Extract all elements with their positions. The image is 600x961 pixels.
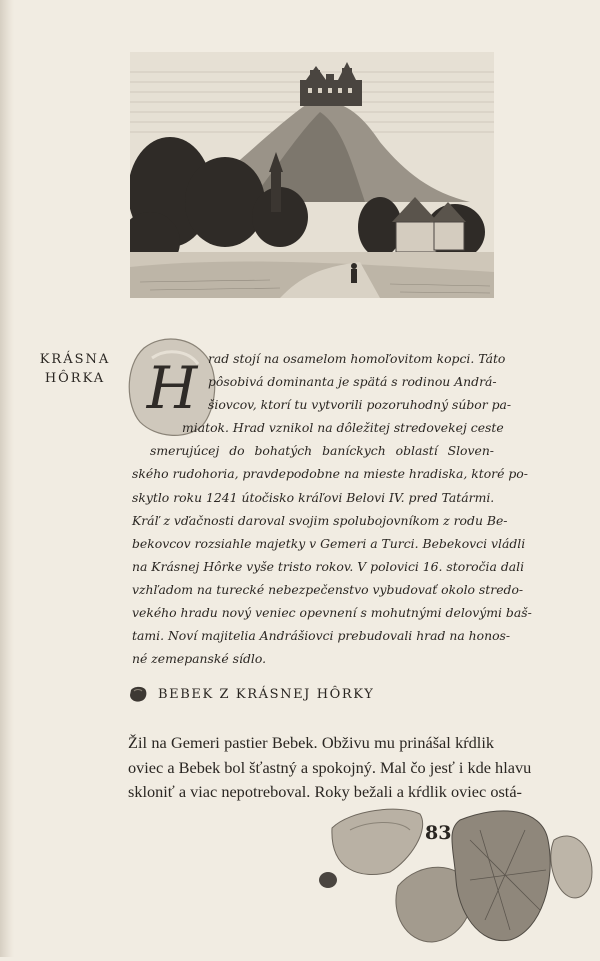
intro-line: Kráľ z vďačnosti daroval svojim spolubojovníkom z rodu Be- (132, 512, 508, 528)
story-line: Žil na Gemeri pastier Bebek. Obživu mu prinášal kŕdlik (128, 733, 494, 752)
section-heading (128, 683, 498, 707)
intro-line: tami. Noví majitelia Andrášiovci prebudovali hrad na honos- (132, 628, 511, 644)
intro-line: bekovcov rozsiahle majetky v Gemeri a Turci. Bebekovci vládli (132, 535, 526, 551)
margin-title-line2: HÔRKA (44, 371, 106, 386)
intro-line: vzhľadom na turecké nebezpečenstvo vybudovať okolo stredo- (132, 581, 524, 597)
page-number: 83 (425, 822, 452, 844)
intro-line: smerujúcej do bohatých baníckych oblastí Sloven- (150, 443, 494, 459)
intro-line: pôsobivá dominanta je spätá s rodinou Andrá- (208, 374, 497, 390)
intro-line: šiovcov, ktorí tu vytvorili pozoruhodný súbor pa- (208, 397, 512, 413)
chapter-margin-title (30, 350, 120, 388)
story-line: oviec a Bebek bol šťastný a spokojný. Mal čo jesť i kde hlavu (128, 757, 532, 777)
margin-title-line1: KRÁSNA (39, 352, 111, 367)
section-title: BEBEK Z KRÁSNEJ HÔRKY (158, 687, 375, 702)
intro-line: miatok. Hrad vznikol na dôležitej stredovekej ceste (182, 420, 504, 436)
intro-line: ského rudohoria, pravdepodobne na mieste hradiska, ktoré po- (132, 466, 528, 482)
intro-line: skytlo roku 1241 útočisko kráľovi Belovi IV. pred Tatármi. (132, 489, 495, 505)
story-line: skloniť a viac nepotreboval. Roky bežali a kŕdlik oviec ostá- (128, 782, 522, 801)
dropcap-letter: H (146, 354, 198, 422)
castle-illustration (130, 52, 494, 298)
stone-bullet-icon (128, 685, 148, 703)
intro-paragraph (132, 347, 532, 670)
page-spine-shadow (0, 0, 14, 957)
intro-line: vekého hradu nový veniec opevnení s mohutnými delovými baš- (132, 605, 532, 621)
intro-line: na Krásnej Hôrke vyše tristo rokov. V polovici 16. storočia dali (132, 558, 525, 574)
decorative-stones (310, 790, 600, 957)
intro-line: rad stojí na osamelom homoľovitom kopci. Táto (208, 351, 506, 366)
intro-line: né zemepanské sídlo. (132, 651, 267, 667)
